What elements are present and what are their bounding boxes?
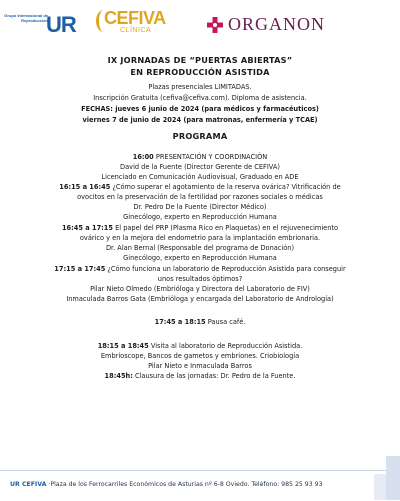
ur-logo <box>4 12 76 38</box>
footer <box>0 470 400 501</box>
program-line: Dr. Pedro De la Fuente (Director Médico) <box>133 203 267 211</box>
program-line: Licenciado en Comunicación Audiovisual, Graduado en ADE <box>101 173 299 181</box>
footer-address <box>10 481 323 488</box>
fechas-line-2: viernes 7 de junio de 2024 (para matronas, enfermería y TCAE) <box>82 116 318 124</box>
program-line: Ginecólogo, experto en Reproducción Humana <box>123 213 277 221</box>
program-line: 17:15 a 17:45 ¿Cómo funciona un laboratorio de Reproducción Asistida para conseguir <box>54 265 346 273</box>
program-line: Embrioscope, Bancos de gametos y embriones. Criobiología <box>100 352 300 360</box>
program-line: 16:45 a 17:15 El papel del PRP (Plasma Rico en Plaquetas) en el rejuvenecimiento <box>61 224 339 232</box>
program-line: 16:15 a 16:45 ¿Cómo superar el agotamiento de la reserva ovárica? Vitrificación de <box>59 183 341 191</box>
cefiva-swirl-icon <box>96 10 111 32</box>
program-line: Inmaculada Barros Gata (Embrióloga y encargada del Laboratorio de Andrología) <box>66 295 334 303</box>
programa-heading: PROGRAMA <box>172 131 228 141</box>
cefiva-logo <box>104 8 166 34</box>
plazas-text: Plazas presenciales LIMITADAS. <box>148 83 252 91</box>
program-line: 17:45 a 18:15 Pausa café. <box>154 318 246 326</box>
ur-logo-text: UR <box>46 12 76 37</box>
cefiva-logo-sub: CLÍNICA <box>120 27 152 34</box>
program-line: Pilar Nieto Olmedo (Embrióloga y Directora del Laboratorio de FIV) <box>90 285 310 293</box>
fechas-line-1: FECHAS: jueves 6 junio de 2024 (para médicos y farmacéuticos) <box>81 105 319 113</box>
program-line: 18:45h: Clausura de las jornadas: Dr. Pedro de la Fuente. <box>104 372 296 380</box>
organon-cross-icon <box>206 16 224 34</box>
program-line: ovocitos en la preservación de la fertilidad por razones sociales o médicas <box>77 193 323 201</box>
title-line-2: EN REPRODUCCIÓN ASISTIDA <box>130 67 270 77</box>
program-line: Dr. Alan Bernal (Responsable del programa de Donación) <box>105 244 295 252</box>
footer-brand: UR CEFIVA <box>10 481 47 488</box>
title-line-1: IX JORNADAS DE “PUERTAS ABIERTAS” <box>107 55 293 65</box>
footer-address-text: ·Plaza de los Ferrocarriles Económicos de Asturias nº 6-8 Oviedo. Teléfono: 985 25 93 93 <box>46 481 323 488</box>
header <box>0 0 400 48</box>
program-line: unos resultados óptimos? <box>157 275 243 283</box>
inscripcion-text: Inscripción Gratuita (cefiva@cefiva.com). Diploma de asistencia. <box>93 94 307 102</box>
program-line: Pilar Nieto e Inmaculada Barros <box>148 362 252 370</box>
ur-logo-subtext: Grupo Internacional de Reproducción <box>4 13 48 23</box>
program-line: 18:15 a 18:45 Visita al laboratorio de Reproducción Asistida. <box>97 342 303 350</box>
program-line: David de la Fuente (Director Gerente de CEFIVA) <box>120 163 280 171</box>
program-line: ovárico y en la mejora del endometrio para la implantación embrionaria. <box>79 234 321 242</box>
program-line: 16:00 PRESENTACIÓN Y COORDINACIÓN <box>132 153 268 161</box>
corner-decoration-icon <box>368 456 400 500</box>
program-line: Ginecólogo, experto en Reproducción Humana <box>123 254 277 262</box>
organon-logo-text: ORGANON <box>228 14 325 34</box>
cefiva-logo-text: CEFIVA <box>104 8 166 28</box>
